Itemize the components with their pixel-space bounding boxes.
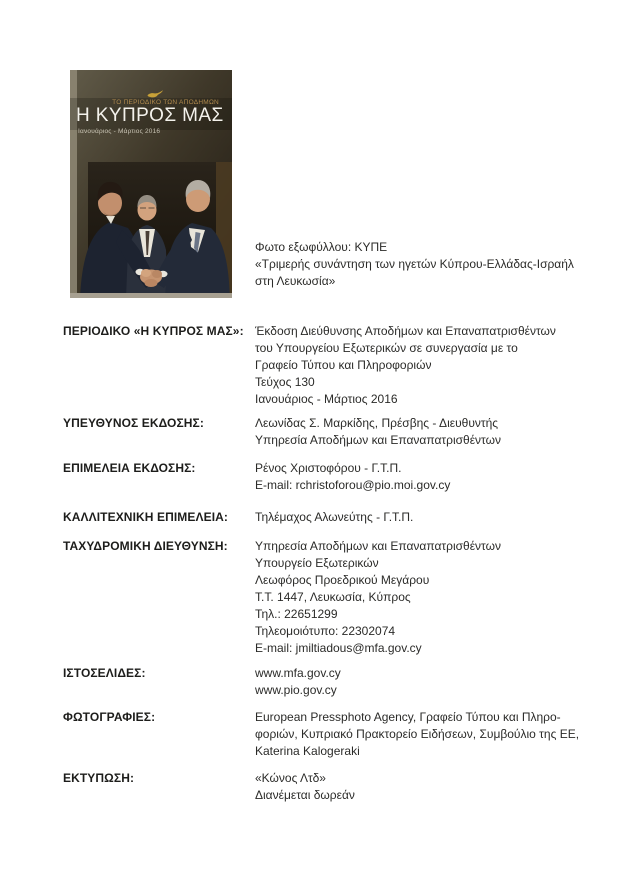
value-line: Τηλεομοιότυπο: 22302074 <box>255 624 396 638</box>
value-line: Katerina Kalogeraki <box>255 744 360 758</box>
section-value <box>255 665 590 699</box>
value-line: Λεωνίδας Σ. Μαρκίδης, Πρέσβης - Διευθυντής <box>255 416 499 430</box>
section-label: ΕΠΙΜΕΛΕΙΑ ΕΚΔΟΣΗΣ: <box>63 461 196 475</box>
value-line: Τ.Τ. 1447, Λευκωσία, Κύπρος <box>255 590 411 604</box>
cover-title: Η ΚΥΠΡΟΣ ΜΑΣ <box>76 105 224 126</box>
value-line: του Υπουργείου Εξωτερικών σε συνεργασία με το <box>255 341 518 355</box>
value-line: www.mfa.gov.cy <box>255 666 341 680</box>
section-value <box>255 415 590 449</box>
section-label: ΤΑΧΥΔΡΟΜΙΚΗ ΔΙΕΥΘΥΝΣΗ: <box>63 539 228 553</box>
value-line: E-mail: jmiltiadous@mfa.gov.cy <box>255 641 422 655</box>
section-value <box>255 509 590 526</box>
section-value <box>255 709 590 760</box>
value-line: www.pio.gov.cy <box>255 683 337 697</box>
value-line: Ιανουάριος - Μάρτιος 2016 <box>255 392 398 406</box>
section-value <box>255 538 590 657</box>
cyprus-map-icon <box>146 89 163 99</box>
caption-line: στη Λευκωσία» <box>255 274 336 288</box>
cover-tagline: ΤΟ ΠΕΡΙΟΔΙΚΟ ΤΩΝ ΑΠΟΔΗΜΩΝ <box>112 99 219 106</box>
section-value <box>255 323 590 408</box>
value-line: Έκδοση Διεύθυνσης Αποδήμων και Επαναπατρισθέντων <box>255 324 556 338</box>
section-label: ΥΠΕΥΘΥΝΟΣ ΕΚΔΟΣΗΣ: <box>63 416 204 430</box>
value-line: Τηλέμαχος Αλωνεύτης - Γ.Τ.Π. <box>255 510 414 524</box>
magazine-cover-thumbnail <box>70 70 232 298</box>
value-line: Γραφείο Τύπου και Πληροφοριών <box>255 358 432 372</box>
value-line: Λεωφόρος Προεδρικού Μεγάρου <box>255 573 430 587</box>
value-line: E-mail: rchristoforou@pio.moi.gov.cy <box>255 478 451 492</box>
value-line: Ρένος Χριστοφόρου - Γ.Τ.Π. <box>255 461 402 475</box>
value-line: φοριών, Κυπριακό Πρακτορείο Ειδήσεων, Συμβούλιο της ΕΕ, <box>255 727 580 741</box>
section-value <box>255 460 590 494</box>
value-line: Διανέμεται δωρεάν <box>255 788 355 802</box>
section-label: ΚΑΛΛΙΤΕΧΝΙΚΗ ΕΠΙΜΕΛΕΙΑ: <box>63 510 228 524</box>
value-line: Τεύχος 130 <box>255 375 315 389</box>
cover-photo-caption <box>255 239 595 290</box>
section-label: ΙΣΤΟΣΕΛΙΔΕΣ: <box>63 666 146 680</box>
value-line: Υπηρεσία Αποδήμων και Επαναπατρισθέντων <box>255 433 501 447</box>
caption-line: Φωτο εξωφύλλου: ΚΥΠΕ <box>255 240 388 254</box>
value-line: Υπηρεσία Αποδήμων και Επαναπατρισθέντων <box>255 539 501 553</box>
section-label: ΦΩΤΟΓΡΑΦΙΕΣ: <box>63 710 156 724</box>
caption-line: «Τριμερής συνάντηση των ηγετών Κύπρου-Ελλάδας-Ισραήλ <box>255 257 574 271</box>
section-label: ΠΕΡΙΟΔΙΚΟ «Η ΚΥΠΡΟΣ ΜΑΣ»: <box>63 324 244 338</box>
cover-issue-date: Ιανουάριος - Μάρτιος 2016 <box>78 128 161 135</box>
value-line: European Pressphoto Agency, Γραφείο Τύπου και Πληρο- <box>255 710 561 724</box>
section-value <box>255 770 590 804</box>
value-line: «Κώνος Λτδ» <box>255 771 326 785</box>
value-line: Υπουργείο Εξωτερικών <box>255 556 379 570</box>
value-line: Τηλ.: 22651299 <box>255 607 338 621</box>
section-label: ΕΚΤΥΠΩΣΗ: <box>63 771 135 785</box>
